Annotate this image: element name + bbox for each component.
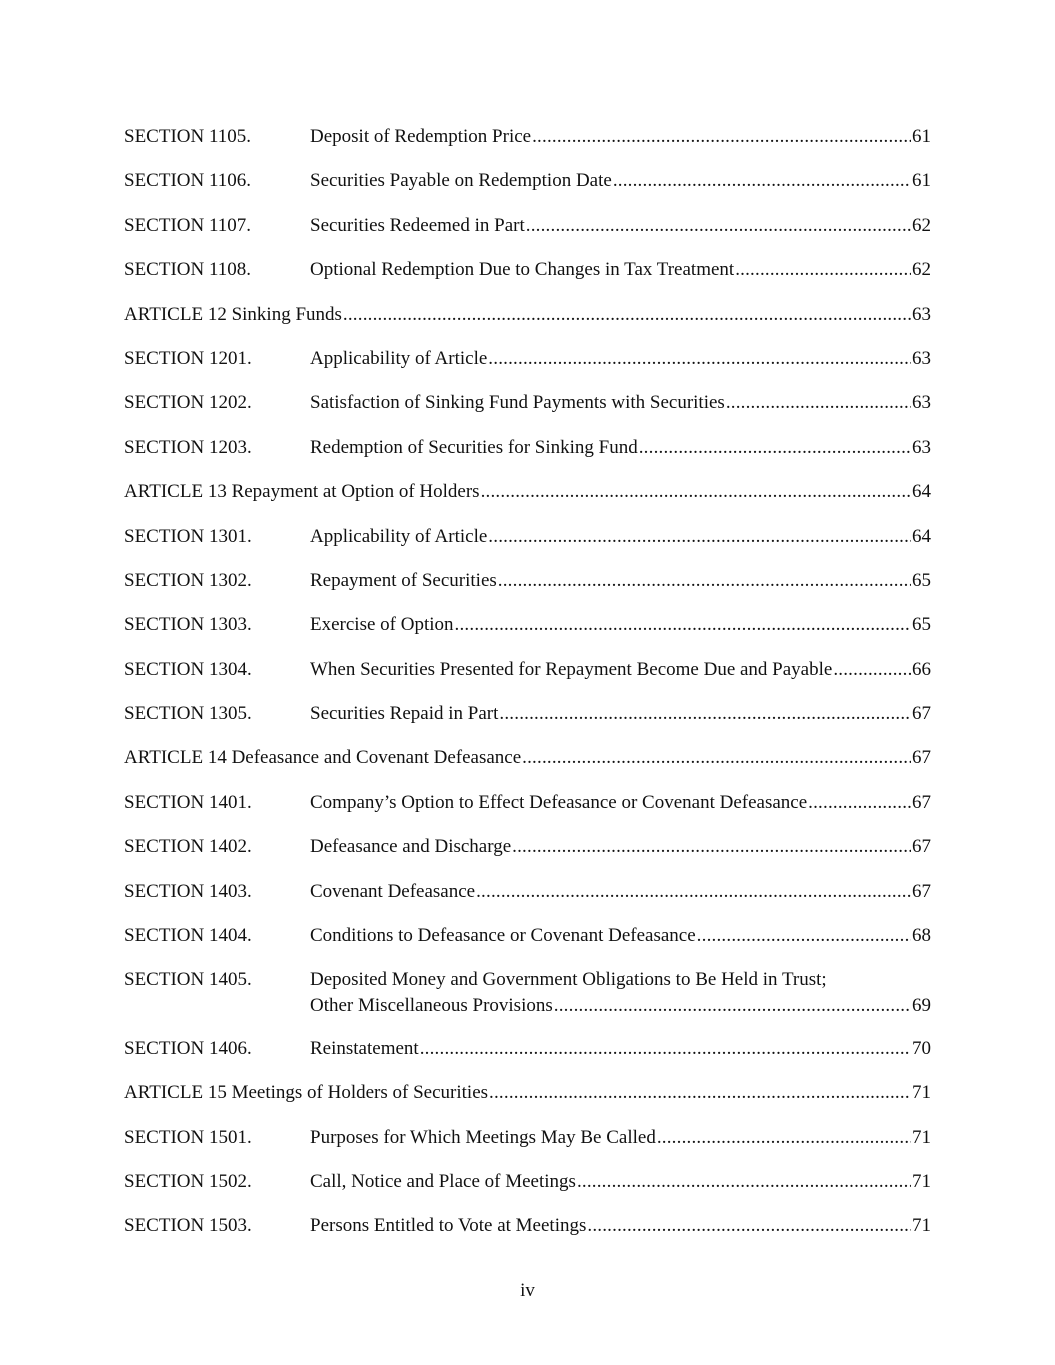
toc-entry-section-1304[interactable] bbox=[124, 656, 931, 700]
page-number: 61 bbox=[912, 170, 931, 192]
toc-entry-section-1406[interactable] bbox=[124, 1035, 931, 1079]
dot-leader bbox=[697, 922, 911, 950]
toc-entry-article-12[interactable] bbox=[124, 301, 931, 345]
toc-entry-section-1303[interactable] bbox=[124, 611, 931, 655]
section-number: SECTION 1302. bbox=[124, 569, 252, 591]
page-number: 63 bbox=[912, 436, 931, 458]
article-title: ARTICLE 12 Sinking Funds bbox=[124, 303, 342, 325]
toc-entry-article-15[interactable] bbox=[124, 1079, 931, 1123]
dot-leader bbox=[657, 1124, 911, 1152]
page-number: 67 bbox=[912, 880, 931, 902]
dot-leader bbox=[532, 123, 911, 151]
section-title: Call, Notice and Place of Meetings bbox=[310, 1170, 576, 1192]
dot-leader bbox=[476, 878, 911, 906]
section-number: SECTION 1305. bbox=[124, 703, 252, 725]
article-title: ARTICLE 14 Defeasance and Covenant Defeasance bbox=[124, 747, 522, 769]
page-number: 61 bbox=[912, 126, 931, 147]
article-title: ARTICLE 15 Meetings of Holders of Securities bbox=[124, 1082, 489, 1104]
toc-entry-section-1106[interactable] bbox=[124, 167, 931, 211]
toc-entry-section-1201[interactable] bbox=[124, 345, 931, 389]
section-title: Optional Redemption Due to Changes in Tax Treatment bbox=[310, 259, 735, 281]
section-title: Deposit of Redemption Price bbox=[310, 126, 532, 147]
page-number: 66 bbox=[912, 658, 931, 680]
toc-entry-section-1503[interactable] bbox=[124, 1212, 931, 1256]
dot-leader bbox=[808, 789, 911, 817]
page-number: 69 bbox=[912, 995, 931, 1017]
dot-leader bbox=[512, 833, 911, 861]
section-number: SECTION 1105. bbox=[124, 126, 252, 147]
toc-entry-section-1501[interactable] bbox=[124, 1124, 931, 1168]
dot-leader bbox=[488, 523, 911, 551]
dot-leader bbox=[526, 212, 911, 240]
dot-leader bbox=[726, 389, 911, 417]
section-title: Securities Payable on Redemption Date bbox=[310, 170, 612, 192]
section-title-continued: Other Miscellaneous Provisions bbox=[310, 995, 553, 1017]
section-number: SECTION 1501. bbox=[124, 1126, 252, 1148]
page-number: 63 bbox=[912, 392, 931, 414]
toc-entry-section-1203[interactable] bbox=[124, 434, 931, 478]
toc-entry-article-14[interactable] bbox=[124, 744, 931, 788]
toc-entry-section-1105[interactable] bbox=[124, 123, 931, 167]
toc-entry-section-1107[interactable] bbox=[124, 212, 931, 256]
page-number: 70 bbox=[912, 1037, 931, 1059]
dot-leader bbox=[498, 567, 911, 595]
section-title: Repayment of Securities bbox=[310, 569, 497, 591]
page-number: 63 bbox=[912, 303, 931, 325]
dot-leader bbox=[455, 611, 911, 639]
section-number: SECTION 1107. bbox=[124, 214, 252, 236]
toc-entry-section-1305[interactable] bbox=[124, 700, 931, 744]
dot-leader bbox=[481, 478, 911, 506]
section-title: Covenant Defeasance bbox=[310, 880, 476, 902]
section-number: SECTION 1106. bbox=[124, 170, 252, 192]
dot-leader bbox=[420, 1035, 911, 1063]
page-number: 71 bbox=[912, 1170, 931, 1192]
dot-leader bbox=[639, 434, 911, 462]
section-number: SECTION 1402. bbox=[124, 836, 252, 858]
section-title: Deposited Money and Government Obligations to Be Held in Trust; bbox=[310, 969, 827, 991]
page-footer-number: iv bbox=[520, 1280, 535, 1301]
section-title: Purposes for Which Meetings May Be Called bbox=[310, 1126, 656, 1148]
section-title: Conditions to Defeasance or Covenant Defeasance bbox=[310, 925, 696, 947]
dot-leader bbox=[833, 656, 911, 684]
section-title: Persons Entitled to Vote at Meetings bbox=[310, 1215, 587, 1237]
toc-entry-section-1405[interactable] bbox=[124, 966, 931, 1034]
section-title: Satisfaction of Sinking Fund Payments with Securities bbox=[310, 392, 725, 414]
toc-entry-section-1502[interactable] bbox=[124, 1168, 931, 1212]
dot-leader bbox=[613, 167, 911, 195]
page-number: 67 bbox=[912, 747, 931, 769]
page-number: 64 bbox=[912, 481, 931, 503]
page-number: 64 bbox=[912, 525, 931, 547]
section-number: SECTION 1502. bbox=[124, 1170, 252, 1192]
page-number: 65 bbox=[912, 569, 931, 591]
section-title: When Securities Presented for Repayment Become Due and Payable bbox=[310, 658, 833, 680]
page-number: 71 bbox=[912, 1126, 931, 1148]
section-number: SECTION 1304. bbox=[124, 658, 252, 680]
dot-leader bbox=[735, 256, 911, 284]
section-title: Applicability of Article bbox=[310, 525, 488, 547]
section-title: Applicability of Article bbox=[310, 347, 488, 369]
section-number: SECTION 1201. bbox=[124, 347, 252, 369]
toc-entry-section-1404[interactable] bbox=[124, 922, 931, 966]
section-number: SECTION 1108. bbox=[124, 259, 252, 281]
dot-leader bbox=[343, 301, 911, 329]
page-number: 71 bbox=[912, 1215, 931, 1237]
section-title: Defeasance and Discharge bbox=[310, 836, 512, 858]
section-title: Exercise of Option bbox=[310, 614, 454, 636]
section-number: SECTION 1203. bbox=[124, 436, 252, 458]
page-number: 67 bbox=[912, 703, 931, 725]
dot-leader bbox=[522, 744, 911, 772]
toc-entry-section-1403[interactable] bbox=[124, 878, 931, 922]
section-number: SECTION 1202. bbox=[124, 392, 252, 414]
toc-entry-section-1108[interactable] bbox=[124, 256, 931, 300]
page-number: 65 bbox=[912, 614, 931, 636]
toc-entry-section-1301[interactable] bbox=[124, 523, 931, 567]
dot-leader bbox=[554, 994, 911, 1018]
dot-leader bbox=[587, 1212, 911, 1240]
toc-entry-article-13[interactable] bbox=[124, 478, 931, 522]
page-number: 63 bbox=[912, 347, 931, 369]
page-number: 68 bbox=[912, 925, 931, 947]
section-title: Securities Repaid in Part bbox=[310, 703, 499, 725]
section-number: SECTION 1503. bbox=[124, 1215, 252, 1237]
section-number: SECTION 1406. bbox=[124, 1037, 252, 1059]
section-number: SECTION 1405. bbox=[124, 969, 252, 991]
section-title: Redemption of Securities for Sinking Fund bbox=[310, 436, 638, 458]
dot-leader bbox=[499, 700, 911, 728]
toc-entry-section-1402[interactable] bbox=[124, 833, 931, 877]
section-title: Reinstatement bbox=[310, 1037, 419, 1059]
section-number: SECTION 1303. bbox=[124, 614, 252, 636]
article-title: ARTICLE 13 Repayment at Option of Holders bbox=[124, 481, 480, 503]
dot-leader bbox=[577, 1168, 911, 1196]
page-number: 62 bbox=[912, 259, 931, 281]
section-number: SECTION 1401. bbox=[124, 791, 252, 813]
page-number: 67 bbox=[912, 791, 931, 813]
table-of-contents bbox=[124, 123, 931, 1257]
section-number: SECTION 1301. bbox=[124, 525, 252, 547]
page-number: 71 bbox=[912, 1082, 931, 1104]
dot-leader bbox=[489, 1079, 911, 1107]
section-title: Securities Redeemed in Part bbox=[310, 214, 525, 236]
section-title: Company’s Option to Effect Defeasance or Covenant Defeasance bbox=[310, 791, 808, 813]
section-number: SECTION 1403. bbox=[124, 880, 252, 902]
dot-leader bbox=[488, 345, 911, 373]
section-number: SECTION 1404. bbox=[124, 925, 252, 947]
toc-entry-section-1302[interactable] bbox=[124, 567, 931, 611]
toc-entry-section-1401[interactable] bbox=[124, 789, 931, 833]
page-number: 62 bbox=[912, 214, 931, 236]
toc-entry-section-1202[interactable] bbox=[124, 389, 931, 433]
page-number: 67 bbox=[912, 836, 931, 858]
